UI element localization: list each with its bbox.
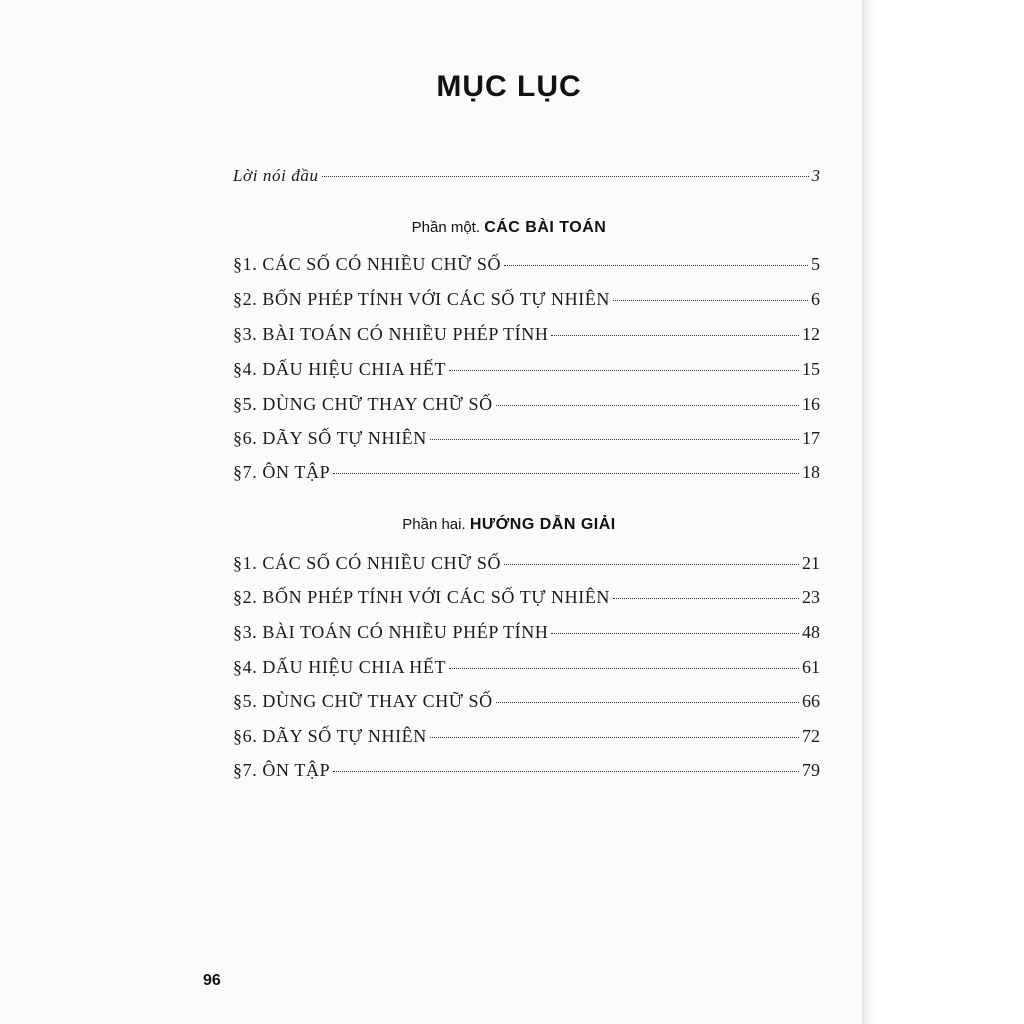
toc-entry — [233, 254, 820, 280]
dot-leader — [496, 405, 799, 406]
toc-entry — [233, 691, 820, 717]
toc-entry-page: 61 — [802, 657, 820, 677]
toc-entry-page: 48 — [802, 622, 820, 642]
toc-entry-page: 3 — [811, 166, 820, 185]
toc-entry-page: 72 — [802, 726, 820, 746]
toc-entry — [233, 394, 820, 420]
toc-entry — [233, 553, 820, 579]
toc-entry — [233, 587, 820, 613]
toc-entry — [233, 324, 820, 350]
toc-entry-page: 16 — [802, 394, 820, 414]
toc-entry — [233, 622, 820, 648]
part-two-prefix: Phần hai. — [402, 516, 466, 533]
dot-leader — [551, 335, 799, 336]
page-number: 96 — [203, 972, 221, 989]
toc-entry-label: §1. CÁC SỐ CÓ NHIỀU CHỮ SỐ — [233, 254, 502, 274]
part-one-heading — [0, 219, 1018, 237]
part-one-title: CÁC BÀI TOÁN — [484, 219, 607, 236]
toc-entry-label: §2. BỐN PHÉP TÍNH VỚI CÁC SỐ TỰ NHIÊN — [233, 289, 611, 309]
toc-entry-label: Lời nói đầu — [233, 166, 319, 185]
toc-entry-page: 6 — [811, 289, 820, 309]
dot-leader — [613, 300, 808, 301]
toc-entry-label: §5. DÙNG CHỮ THAY CHỮ SỐ — [233, 394, 493, 414]
toc-entry-label: §2. BỐN PHÉP TÍNH VỚI CÁC SỐ TỰ NHIÊN — [233, 587, 611, 607]
dot-leader — [496, 702, 799, 703]
toc-entry — [233, 760, 820, 786]
toc-entry-page: 17 — [802, 428, 820, 448]
toc-entry-label: §4. DẤU HIỆU CHIA HẾT — [233, 359, 447, 379]
dot-leader — [449, 370, 799, 371]
toc-entry-label: §3. BÀI TOÁN CÓ NHIỀU PHÉP TÍNH — [233, 622, 549, 642]
toc-entry-label: §7. ÔN TẬP — [233, 760, 331, 780]
dot-leader — [504, 564, 799, 565]
toc-entry — [233, 462, 820, 488]
page-edge-shadow — [862, 0, 1024, 1024]
part-two-heading — [0, 516, 1018, 534]
dot-leader — [551, 633, 799, 634]
dot-leader — [430, 439, 799, 440]
dot-leader — [322, 176, 809, 177]
dot-leader — [449, 668, 799, 669]
toc-entry-label: §6. DÃY SỐ TỰ NHIÊN — [233, 726, 427, 746]
dot-leader — [333, 771, 799, 772]
toc-entry-page: 21 — [802, 553, 820, 573]
toc-entry — [233, 359, 820, 385]
part-one-prefix: Phần một. — [411, 219, 481, 236]
page-title: MỤC LỤC — [436, 70, 582, 103]
part-two-title: HƯỚNG DẪN GIẢI — [469, 516, 616, 533]
toc-entry-page: 12 — [802, 324, 820, 344]
toc-entry-label: §4. DẤU HIỆU CHIA HẾT — [233, 657, 447, 677]
toc-entry-label: §5. DÙNG CHỮ THAY CHỮ SỐ — [233, 691, 493, 711]
toc-entry-label: §1. CÁC SỐ CÓ NHIỀU CHỮ SỐ — [233, 553, 502, 573]
toc-entry-page: 18 — [802, 462, 820, 482]
dot-leader — [504, 265, 808, 266]
dot-leader — [430, 737, 799, 738]
toc-entry-page: 15 — [802, 359, 820, 379]
toc-entry — [233, 428, 820, 454]
toc-entry-page: 79 — [802, 760, 820, 780]
toc-entry-page: 5 — [811, 254, 820, 274]
dot-leader — [613, 598, 799, 599]
toc-entry — [233, 289, 820, 315]
dot-leader — [333, 473, 799, 474]
toc-entry-foreword — [233, 166, 820, 192]
toc-entry-page: 23 — [802, 587, 820, 607]
toc-entry — [233, 657, 820, 683]
toc-entry-page: 66 — [802, 691, 820, 711]
toc-entry-label: §7. ÔN TẬP — [233, 462, 331, 482]
toc-entry-label: §6. DÃY SỐ TỰ NHIÊN — [233, 428, 427, 448]
toc-entry — [233, 726, 820, 752]
toc-entry-label: §3. BÀI TOÁN CÓ NHIỀU PHÉP TÍNH — [233, 324, 549, 344]
